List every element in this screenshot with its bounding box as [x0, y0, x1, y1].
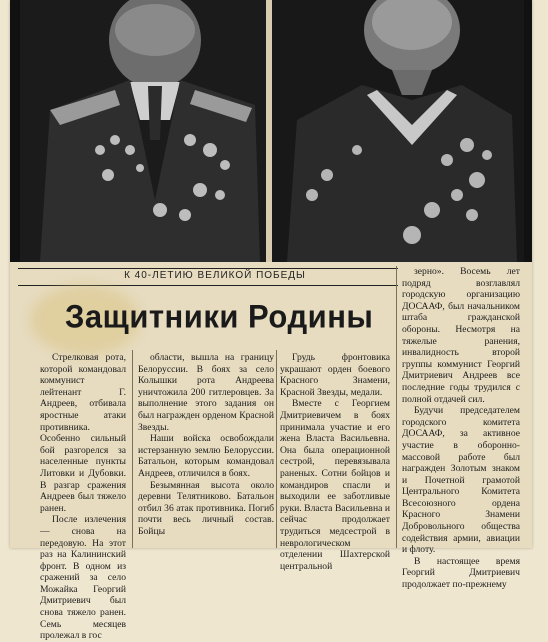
article-column-1 — [40, 352, 126, 642]
paragraph: Будучи председателем городского комитета ДОСААФ, за активное участие в оборонно-массовой работе был награжден Золотым знаком и Почетной грамотой Центрального Комитета Всесоюзного ордена Красного Знамени Добровольного общества содействия армии, авиации и флоту. — [402, 405, 520, 556]
paragraph: После излечения — снова на передовую. На этот раз на Калининский фронт. В одном из сражений за село Можайка Георгий Дмитриевич был снова тяжело ранен. Семь месяцев пролежал в гос — [40, 514, 126, 642]
paragraph: Стрелковая рота, которой командовал коммунист лейтенант Г. Андреев, отбивала яростные атаки противника. Особенно сильный бой разгорелся за населенные пункты Литовки и Дубовки. В разгар сражения Андреев был тяжело ранен. — [40, 352, 126, 514]
paragraph: Вместе с Георгием Дмитриевичем в боях принимала участие и его жена Власта Васильевна. Она была операционной сестрой, перевязывала раненых. Сотни бойцов и командиров спасли и выходили ее заботливые руки. Власта Васильевна и сейчас продолжает трудиться медсестрой в неврологическом отделении Шахтерской центральной — [280, 398, 390, 572]
paragraph: зерно». Восемь лет подряд возглавлял городскую организацию ДОСААФ, был начальником штаба гражданской обороны. Несмотря на тяжелые ранения, инвалидность второй группы коммунист Георгий Дмитриевич Андреев все последние годы трудился с полной отдачей сил. — [402, 266, 520, 405]
rubric-label: К 40-ЛЕТИЮ ВЕЛИКОЙ ПОБЕДЫ — [115, 270, 315, 281]
paragraph: Безымянная высота около деревни Телятниково. Батальон отбил 36 атак противника. Погиб почти весь личный состав. Бойцы — [138, 479, 274, 537]
article-column-2 — [138, 352, 274, 548]
veteran-man-photo — [20, 0, 266, 262]
veteran-woman-photo — [272, 0, 524, 262]
column-divider — [276, 350, 277, 548]
paragraph: Грудь фронтовика украшают орден боевого Красного Знамени, Красной Звезды, медали. — [280, 352, 390, 398]
newspaper-clipping — [10, 0, 532, 642]
article-column-3 — [280, 352, 390, 572]
photo-section — [10, 0, 532, 262]
column-divider — [132, 350, 133, 548]
paragraph: Наши войска освобождали истерзанную землю Белоруссии. Батальон, которым командовал Андреев, отличился в боях. — [138, 433, 274, 479]
paragraph: В настоящее время Георгий Дмитриевич продолжает по-прежнему — [402, 555, 520, 591]
article-column-4 — [402, 266, 520, 591]
column-divider — [396, 266, 397, 548]
paragraph: области, вышла на границу Белоруссии. В боях за село Колышки рота Андреева уничтожила 200 гитлеровцев. За выполнение этого задания он был награжден орденом Красной Звезды. — [138, 352, 274, 433]
article-title: Защитники Родины — [65, 298, 374, 335]
